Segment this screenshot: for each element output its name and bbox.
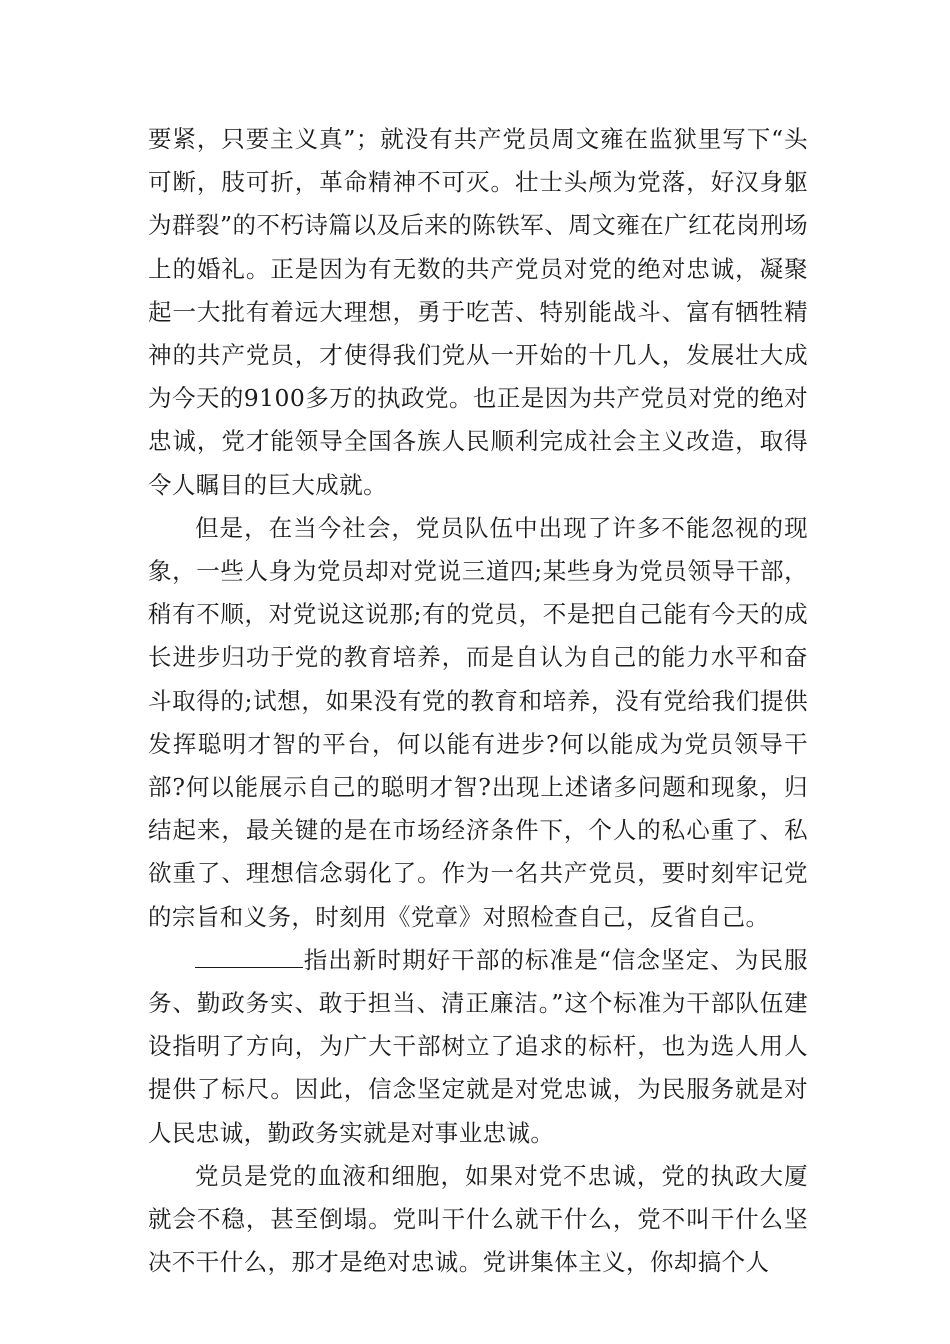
paragraph-3-text: 指出新时期好干部的标准是“信念坚定、为民服务、勤政务实、敢于担当、清正廉洁。”这个标准为干部队伍建设指明了方向，为广大干部树立了追求的标杆，也为选人用人提供了标尺。因此，信念坚定就是对党忠诚，为民服务就是对人民忠诚，勤政务实就是对事业忠诚。 bbox=[148, 945, 808, 1147]
paragraph-2: 但是，在当今社会，党员队伍中出现了许多不能忽视的现象，一些人身为党员却对党说三道四;某些身为党员领导干部，稍有不顺，对党说这说那;有的党员，不是把自己能有今天的成长进步归功于党的教育培养，而是自认为自己的能力水平和奋斗取得的;试想，如果没有党的教育和培养，没有党给我们提供发挥聪明才智的平台，何以能有进步?何以能成为党员领导干部?何以能展示自己的聪明才智?出现上述诸多问题和现象，归结起来，最关键的是在市场经济条件下，个人的私心重了、私欲重了、理想信念弱化了。作为一名共产党员，要时刻牢记党的宗旨和义务，时刻用《党章》对照检查自己，反省自己。 bbox=[148, 513, 808, 931]
fill-in-blank bbox=[195, 947, 303, 968]
paragraph-1: 要紧，只要主义真”；就没有共产党员周文雍在监狱里写下“头可断，肢可折，革命精神不可灭。壮士头颅为党落，好汉身躯为群裂”的不朽诗篇以及后来的陈铁军、周文雍在广红花岗刑场上的婚礼。正是因为有无数的共产党员对党的绝对忠诚，凝聚起一大批有着远大理想，勇于吃苦、特别能战斗、富有牺牲精神的共产党员，才使得我们党从一开始的十几人，发展壮大成为今天的9100多万的执政党。也正是因为共产党员对党的绝对忠诚，党才能领导全国各族人民顺利完成社会主义改造，取得令人瞩目的巨大成就。 bbox=[148, 125, 808, 499]
paragraph-4: 党员是党的血液和细胞，如果对党不忠诚，党的执政大厦就会不稳，甚至倒塌。党叫干什么就干什么，党不叫干什么坚决不干什么，那才是绝对忠诚。党讲集体主义，你却搞个人 bbox=[148, 1161, 808, 1277]
document-body bbox=[148, 118, 808, 1284]
paragraph-3 bbox=[148, 939, 808, 1155]
